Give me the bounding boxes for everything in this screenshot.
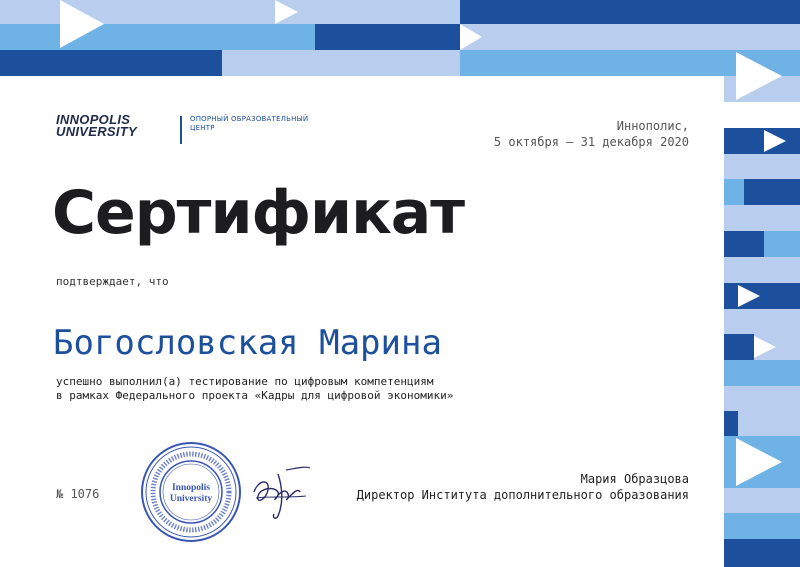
logo-wordmark-line2: UNIVERSITY (56, 124, 138, 139)
seal-text-line2: University (169, 494, 213, 504)
signer-block (357, 471, 689, 503)
certificate-title: Сертификат (52, 178, 465, 248)
place-and-dates (494, 118, 689, 150)
recipient-name: Богословская Марина (53, 323, 442, 363)
achievement-description (56, 375, 453, 403)
description-line-1: успешно выполнил(а) тестирование по цифровым компетенциям (56, 375, 434, 388)
university-seal (140, 441, 242, 547)
date-range: 5 октября – 31 декабря 2020 (493, 135, 689, 149)
city-name: Иннополис, (616, 119, 689, 133)
seal-text-line1: Innopolis (171, 483, 211, 493)
logo-subtitle: ОПОРНЫЙ ОБРАЗОВАТЕЛЬНЫЙ ЦЕНТР (190, 115, 309, 132)
description-line-2: в рамках Федерального проекта «Кадры для цифровой экономики» (56, 389, 454, 402)
confirms-text: подтверждает, что (56, 275, 169, 288)
signer-name: Мария Образцова (580, 472, 689, 486)
director-signature (248, 462, 312, 530)
innopolis-logo (56, 112, 309, 139)
signer-position: Директор Института дополнительного образования (356, 488, 689, 502)
certificate-number: № 1076 (56, 487, 100, 501)
logo-wordmark-line1: INNOPOLIS (56, 112, 131, 127)
logo-separator (180, 116, 182, 144)
